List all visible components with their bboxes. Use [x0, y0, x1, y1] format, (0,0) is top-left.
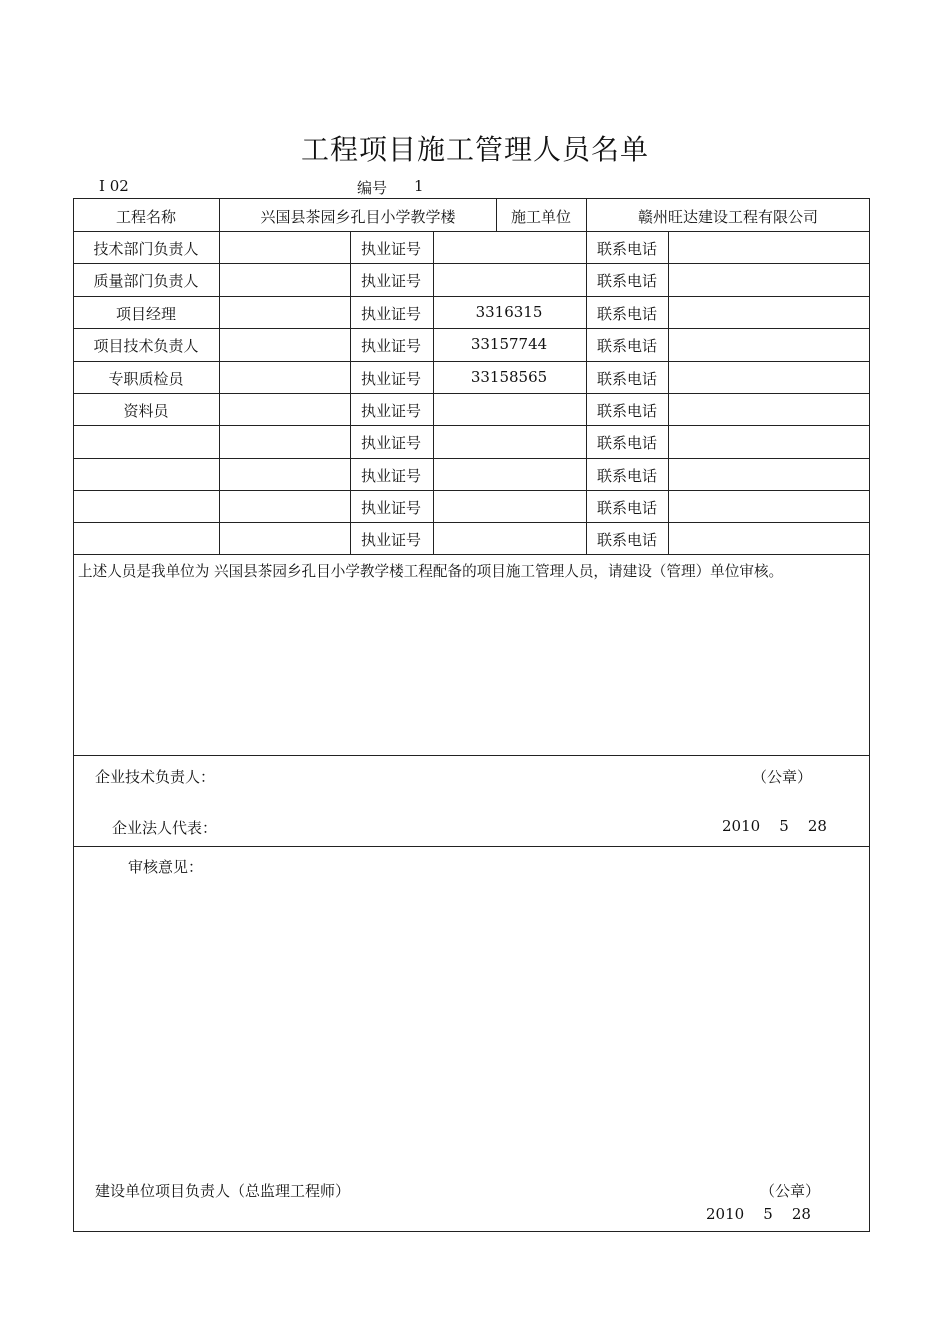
form-code: I 02 — [99, 177, 129, 195]
staff-role: 项目技术负责人 — [93, 337, 199, 355]
cert-label: 执业证号 — [360, 305, 422, 323]
serial-value: 1 — [414, 177, 424, 195]
contractor-value: 赣州旺达建设工程有限公司 — [637, 208, 819, 226]
owner-seal: （公章） — [760, 1182, 821, 1200]
staff-role: 质量部门负责人 — [93, 272, 199, 290]
phone-label: 联系电话 — [596, 337, 658, 355]
cert-number: 33157744 — [470, 335, 548, 353]
staff-role: 资料员 — [123, 402, 169, 420]
cert-number: 3316315 — [475, 303, 543, 321]
cert-number: 33158565 — [470, 368, 548, 386]
phone-label: 联系电话 — [596, 402, 658, 420]
statement-text: 上述人员是我单位为 兴国县茶园乡孔目小学教学楼工程配备的项目施工管理人员，请建设（管理）单位审核。 — [78, 563, 784, 580]
cert-label: 执业证号 — [360, 402, 422, 420]
phone-label: 联系电话 — [596, 240, 658, 258]
company-seal: （公章） — [752, 768, 813, 786]
legal-rep-label: 企业法人代表： — [112, 819, 218, 837]
phone-label: 联系电话 — [596, 434, 658, 452]
staff-role: 专职质检员 — [108, 370, 184, 388]
staff-role: 项目经理 — [115, 305, 177, 323]
cert-label: 执业证号 — [360, 531, 422, 549]
cert-label: 执业证号 — [360, 434, 422, 452]
cert-label: 执业证号 — [360, 272, 422, 290]
contractor-label: 施工单位 — [510, 208, 572, 226]
review-date: 2010 5 28 — [706, 1205, 811, 1223]
sign-date: 2010 5 28 — [722, 817, 827, 835]
tech-head-label: 企业技术负责人： — [95, 768, 216, 786]
phone-label: 联系电话 — [596, 531, 658, 549]
project-name-label: 工程名称 — [115, 208, 177, 226]
cert-label: 执业证号 — [360, 337, 422, 355]
serial-label: 编号 — [357, 179, 388, 197]
cert-label: 执业证号 — [360, 370, 422, 388]
staff-role: 技术部门负责人 — [93, 240, 199, 258]
phone-label: 联系电话 — [596, 499, 658, 517]
phone-label: 联系电话 — [596, 305, 658, 323]
phone-label: 联系电话 — [596, 467, 658, 485]
owner-label: 建设单位项目负责人（总监理工程师） — [95, 1182, 351, 1200]
review-label: 审核意见： — [128, 858, 204, 876]
cert-label: 执业证号 — [360, 499, 422, 517]
cert-label: 执业证号 — [360, 240, 422, 258]
cert-label: 执业证号 — [360, 467, 422, 485]
page-title: 工程项目施工管理人员名单 — [300, 133, 649, 166]
project-name-value: 兴国县茶园乡孔目小学教学楼 — [260, 208, 456, 226]
phone-label: 联系电话 — [596, 272, 658, 290]
phone-label: 联系电话 — [596, 370, 658, 388]
